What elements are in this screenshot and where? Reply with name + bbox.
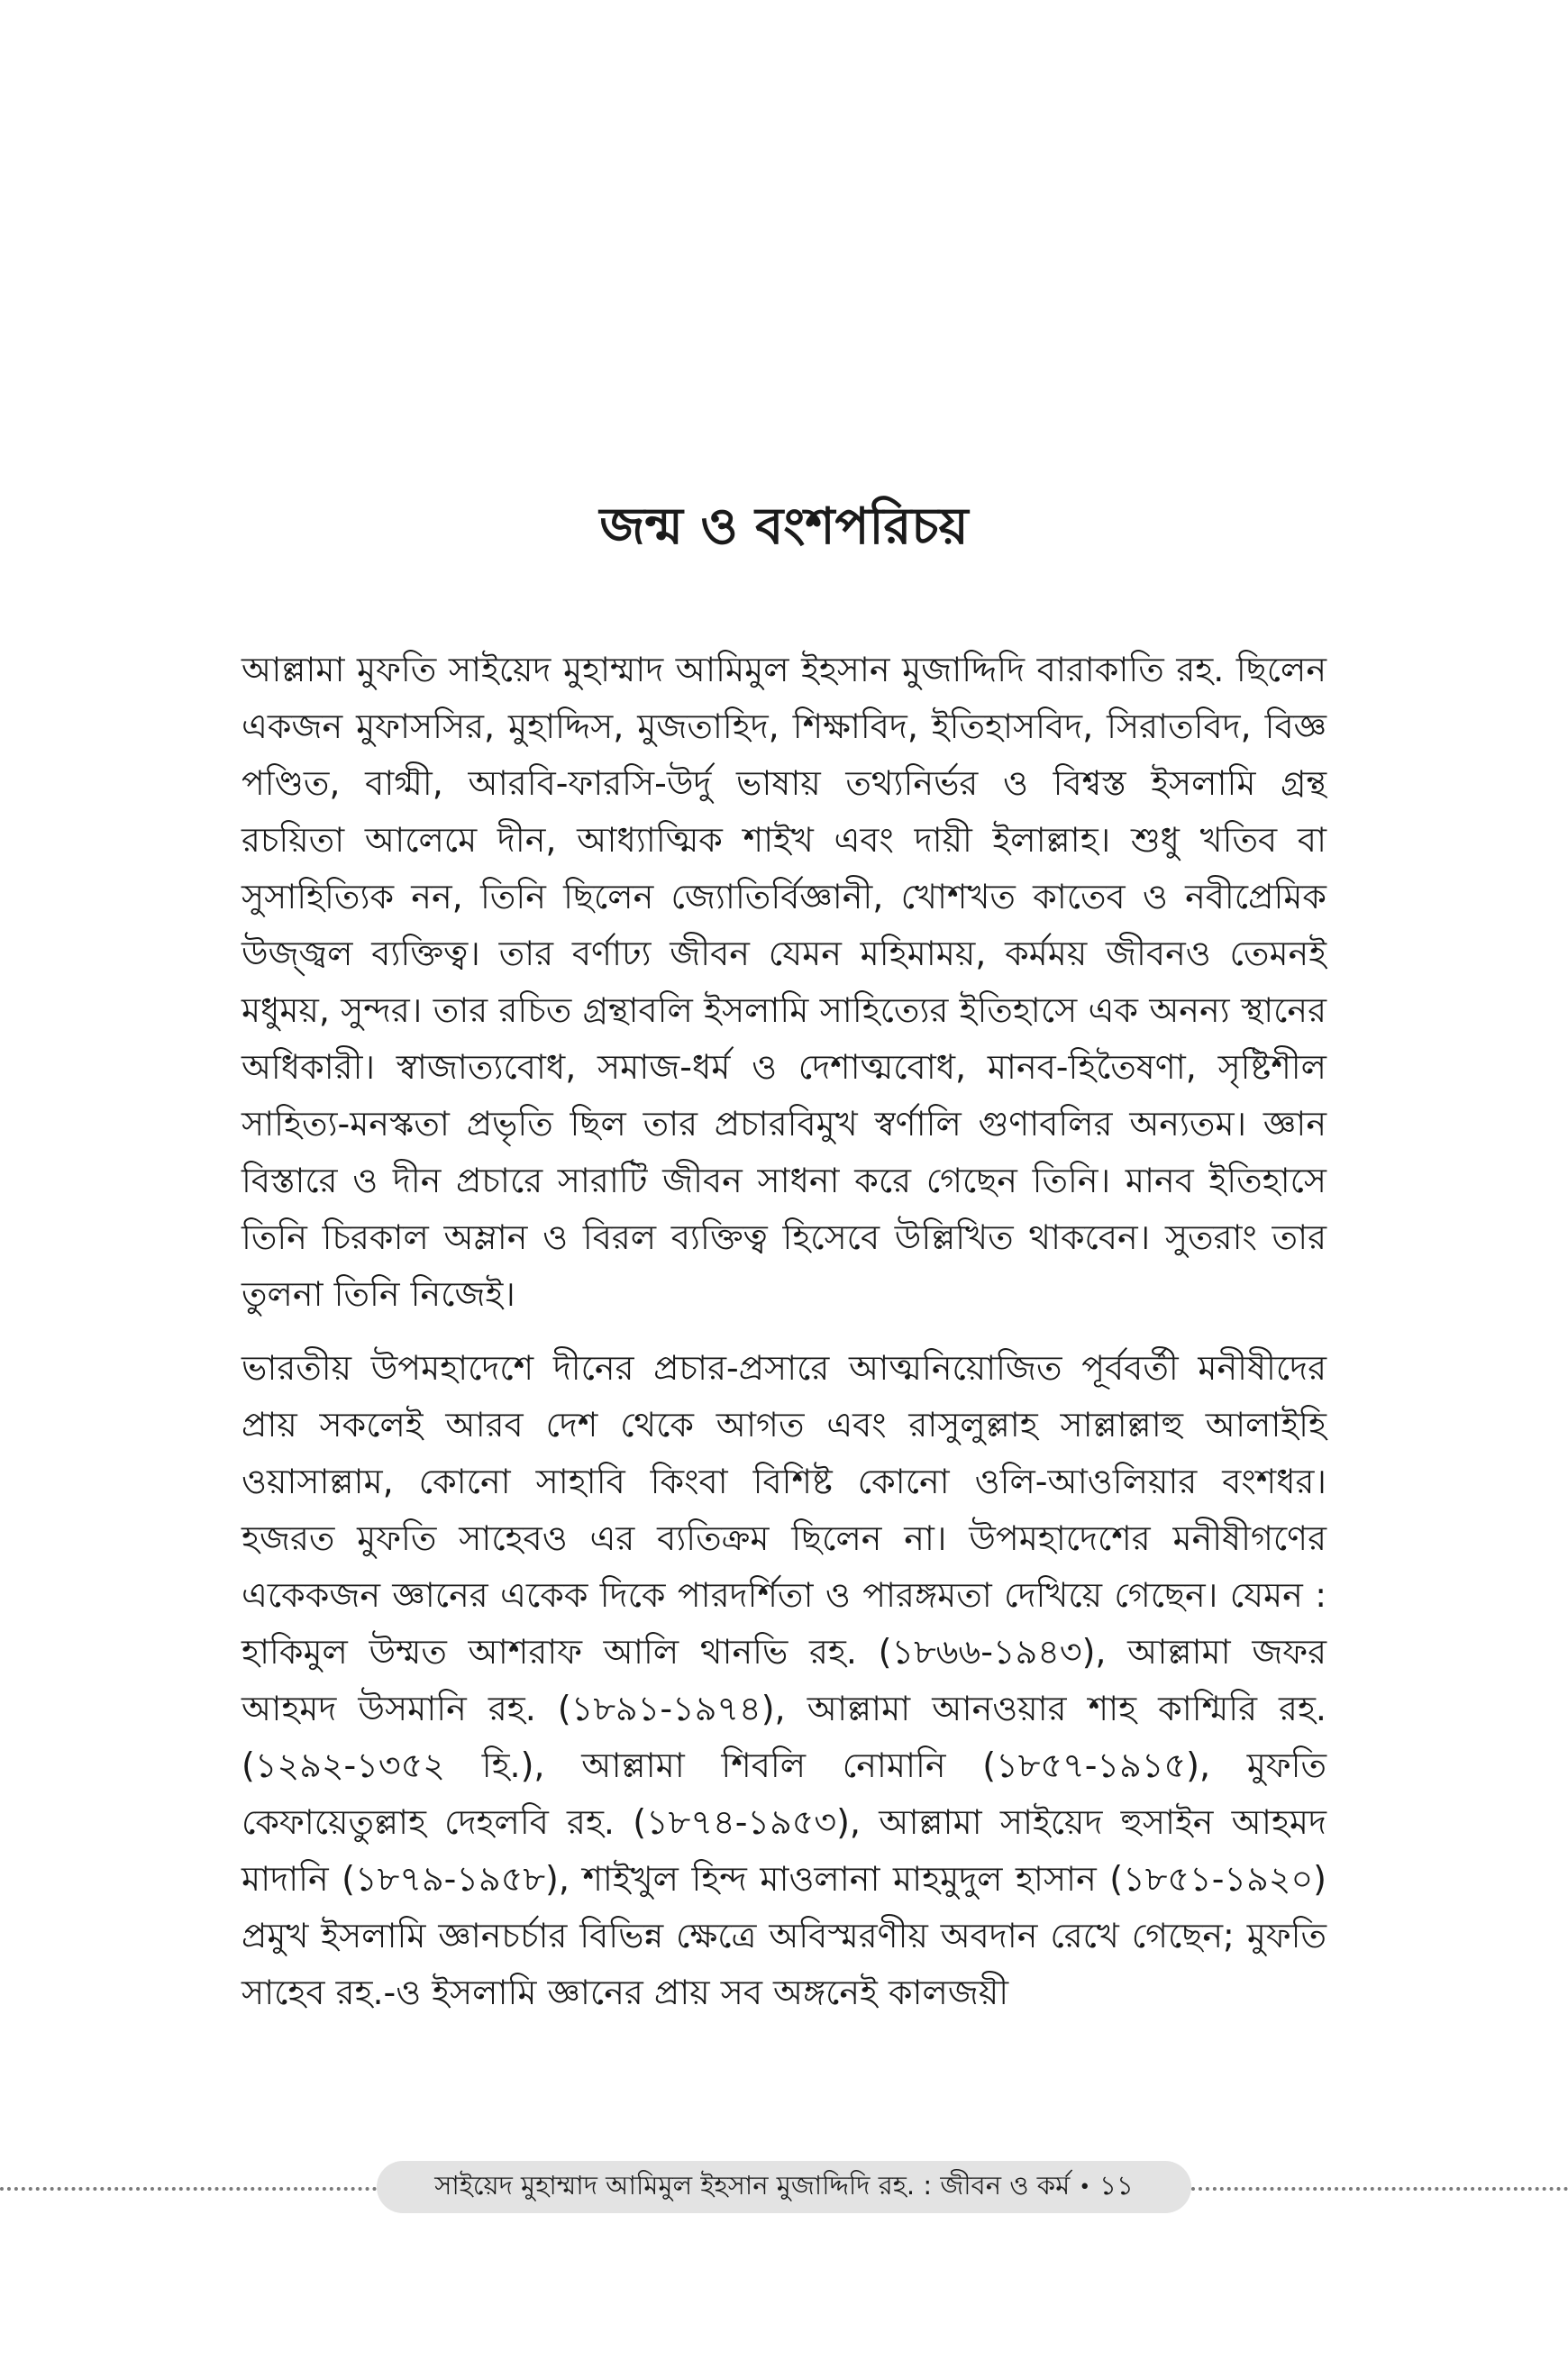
footer-running-head (377, 2161, 1191, 2213)
footer-dotted-rule-left (0, 2187, 377, 2191)
page-footer (0, 2161, 1568, 2215)
paragraph-1: আল্লামা মুফতি সাইয়েদ মুহাম্মাদ আমিমুল ইহসান মুজাদ্দিদি বারাকাতি রহ. ছিলেন একজন মুফাসসির, মুহাদ্দিস, মুজতাহিদ, শিক্ষাবিদ, ইতিহাসবিদ, সিরাতবিদ, বিজ্ঞ পণ্ডিত, বাগ্মী, আরবি-ফারসি-উর্দু ভাষায় তথ্যনির্ভর ও বিশ্বস্ত ইসলামি গ্রন্থ রচয়িতা আলেমে দীন, আধ্যাত্মিক শাইখ এবং দায়ী ইলাল্লাহ। শুধু খতিব বা সুসাহিত্যিক নন, তিনি ছিলেন জ্যোতির্বিজ্ঞানী, খোশখত কাতেব ও নবীপ্রেমিক উজ্জ্বল ব্যক্তিত্ব। তার বর্ণাঢ্য জীবন যেমন মহিমাময়, কর্মময় জীবনও তেমনই মধুময়, সুন্দর। তার রচিত গ্রন্থাবলি ইসলামি সাহিত্যের ইতিহাসে এক অনন্য স্থানের অধিকারী। স্বাজাত্যবোধ, সমাজ-ধর্ম ও দেশাত্মবোধ, মানব-হিতৈষণা, সৃষ্টিশীল সাহিত্য-মনস্কতা প্রভৃতি ছিল তার প্রচারবিমুখ স্বর্ণালি গুণাবলির অন্যতম। জ্ঞান বিস্তারে ও দীন প্রচারে সারাটি জীবন সাধনা করে গেছেন তিনি। মানব ইতিহাসে তিনি চিরকাল অম্লান ও বিরল ব্যক্তিত্ব হিসেবে উল্লিখিত থাকবেন। সুতরাং তার তুলনা তিনি নিজেই। (242, 650, 1326, 1314)
footer-dotted-rule-right (1191, 2187, 1568, 2191)
footer-separator: • (1079, 2175, 1091, 2199)
paragraph-2: ভারতীয় উপমহাদেশে দীনের প্রচার-প্রসারে আত্মনিয়োজিত পূর্ববর্তী মনীষীদের প্রায় সকলেই আরব দেশ থেকে আগত এবং রাসুলুল্লাহ সাল্লাল্লাহু আলাইহি ওয়াসাল্লাম, কোনো সাহাবি কিংবা বিশিষ্ট কোনো ওলি-আওলিয়ার বংশধর। হজরত মুফতি সাহেবও এর ব্যতিক্রম ছিলেন না। উপমহাদেশের মনীষীগণের একেকজন জ্ঞানের একেক দিকে পারদর্শিতা ও পারঙ্গমতা দেখিয়ে গেছেন। যেমন : হাকিমুল উম্মত আশরাফ আলি থানভি রহ. (১৮৬৬-১৯৪৩), আল্লামা জফর আহমদ উসমানি রহ. (১৮৯১-১৯৭৪), আল্লামা আনওয়ার শাহ কাশ্মিরি রহ. (১২৯২-১৩৫২ হি.), আল্লামা শিবলি নোমানি (১৮৫৭-১৯১৫), মুফতি কেফায়েতুল্লাহ দেহলবি রহ. (১৮৭৪-১৯৫৩), আল্লামা সাইয়েদ হুসাইন আহমদ মাদানি (১৮৭৯-১৯৫৮), শাইখুল হিন্দ মাওলানা মাহমুদুল হাসান (১৮৫১-১৯২০) প্রমুখ ইসলামি জ্ঞানচর্চার বিভিন্ন ক্ষেত্রে অবিস্মরণীয় অবদান রেখে গেছেন; মুফতি সাহেব রহ.-ও ইসলামি জ্ঞানের প্রায় সব অঙ্গনেই কালজয়ী (242, 1348, 1326, 2012)
footer-running-title: সাইয়েদ মুহাম্মাদ আমিমুল ইহসান মুজাদ্দিদি রহ. : জীবন ও কর্ম (434, 2169, 1071, 2201)
page-number: ১১ (1099, 2169, 1134, 2201)
body-text (242, 642, 1326, 2038)
chapter-title: জন্ম ও বংশপরিচয় (599, 497, 969, 556)
